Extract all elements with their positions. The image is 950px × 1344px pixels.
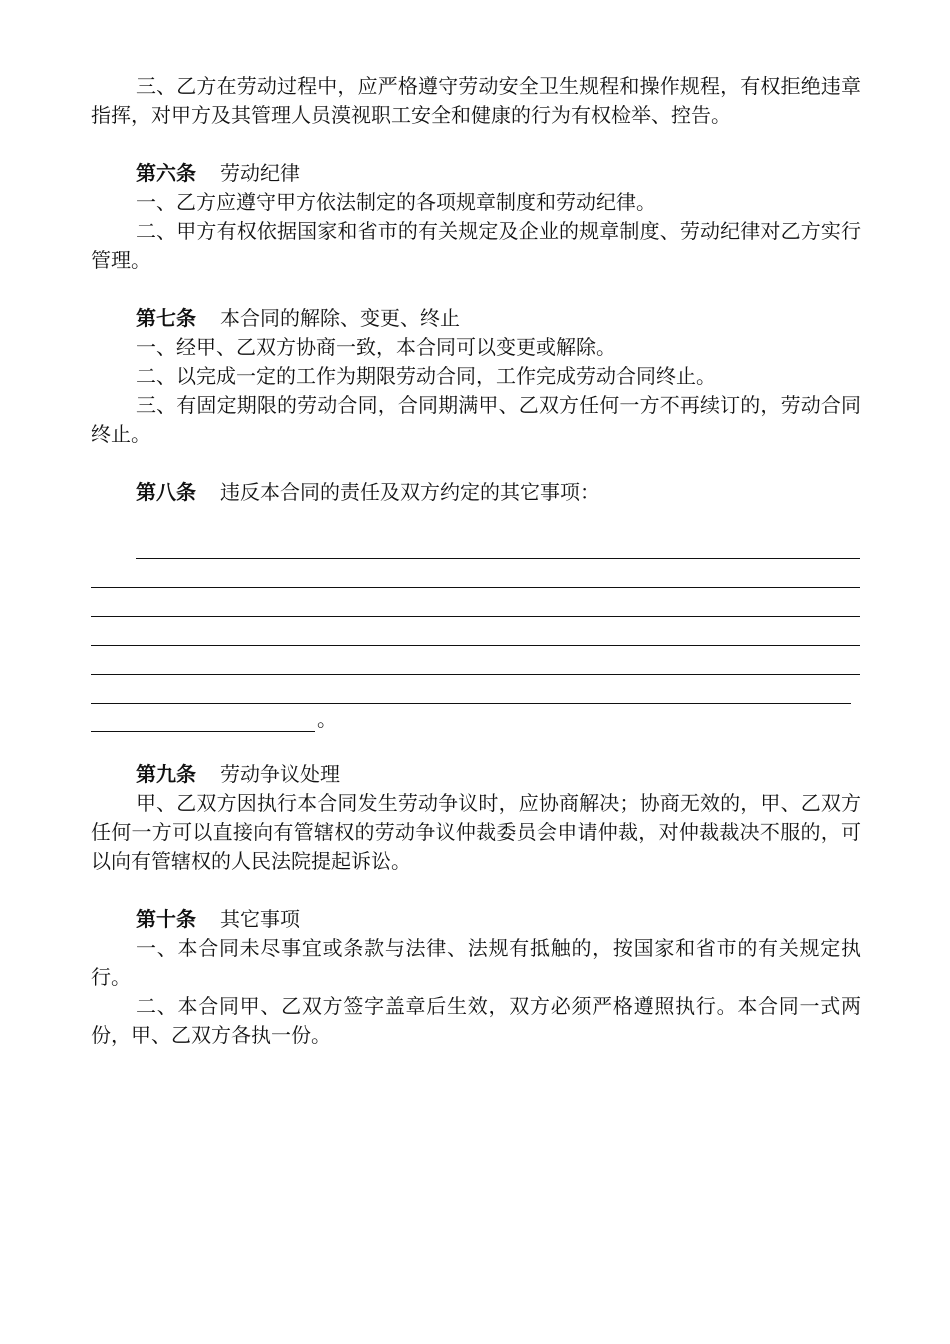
article6-number: 第六条 (136, 161, 196, 185)
article5-item3: 三、乙方在劳动过程中，应严格遵守劳动安全卫生规程和操作规程，有权拒绝违章指挥，对甲方及其管理人员漠视职工安全和健康的行为有权检举、控告。 (91, 74, 861, 127)
article6-item1: 一、乙方应遵守甲方依法制定的各项规章制度和劳动纪律。 (136, 190, 656, 214)
fill-in-line-5[interactable] (91, 674, 860, 675)
article7-item2: 二、以完成一定的工作为期限劳动合同，工作完成劳动合同终止。 (136, 364, 716, 388)
article7-item3: 三、有固定期限的劳动合同，合同期满甲、乙双方任何一方不再续订的，劳动合同终止。 (91, 393, 861, 446)
article9-body: 甲、乙双方因执行本合同发生劳动争议时，应协商解决；协商无效的，甲、乙双方任何一方可以直接向有管辖权的劳动争议仲裁委员会申请仲裁，对仲裁裁决不服的，可以向有管辖权的人民法院提起诉讼。 (91, 791, 861, 873)
fill-in-end-mark: 。 (317, 707, 337, 731)
article9-number: 第九条 (136, 762, 196, 786)
article7-title: 本合同的解除、变更、终止 (220, 306, 460, 330)
article7-number: 第七条 (136, 306, 196, 330)
article10-heading (91, 905, 861, 934)
fill-in-line-7[interactable] (91, 731, 315, 732)
article9-title: 劳动争议处理 (220, 762, 340, 786)
article8-title: 违反本合同的责任及双方约定的其它事项： (220, 480, 600, 504)
article9-heading (91, 760, 861, 789)
article6-title: 劳动纪律 (220, 161, 300, 185)
article10-title: 其它事项 (220, 907, 300, 931)
fill-in-line-4[interactable] (91, 645, 860, 646)
article10-item2: 二、本合同甲、乙双方签字盖章后生效，双方必须严格遵照执行。本合同一式两份，甲、乙双方各执一份。 (91, 994, 861, 1047)
article8-heading (91, 478, 861, 507)
fill-in-line-6[interactable] (91, 703, 851, 704)
article8-number: 第八条 (136, 480, 196, 504)
article6-heading (91, 159, 861, 188)
article10-item1: 一、本合同未尽事宜或条款与法律、法规有抵触的，按国家和省市的有关规定执行。 (91, 936, 861, 989)
fill-in-line-1[interactable] (136, 558, 860, 559)
contract-page-lower (91, 760, 861, 1050)
article7-item1: 一、经甲、乙双方协商一致，本合同可以变更或解除。 (136, 335, 616, 359)
article7-heading (91, 304, 861, 333)
fill-in-line-3[interactable] (91, 616, 860, 617)
article6-item2: 二、甲方有权依据国家和省市的有关规定及企业的规章制度、劳动纪律对乙方实行管理。 (91, 219, 861, 272)
fill-in-line-2[interactable] (91, 587, 860, 588)
article10-number: 第十条 (136, 907, 196, 931)
contract-page-upper (91, 72, 861, 507)
